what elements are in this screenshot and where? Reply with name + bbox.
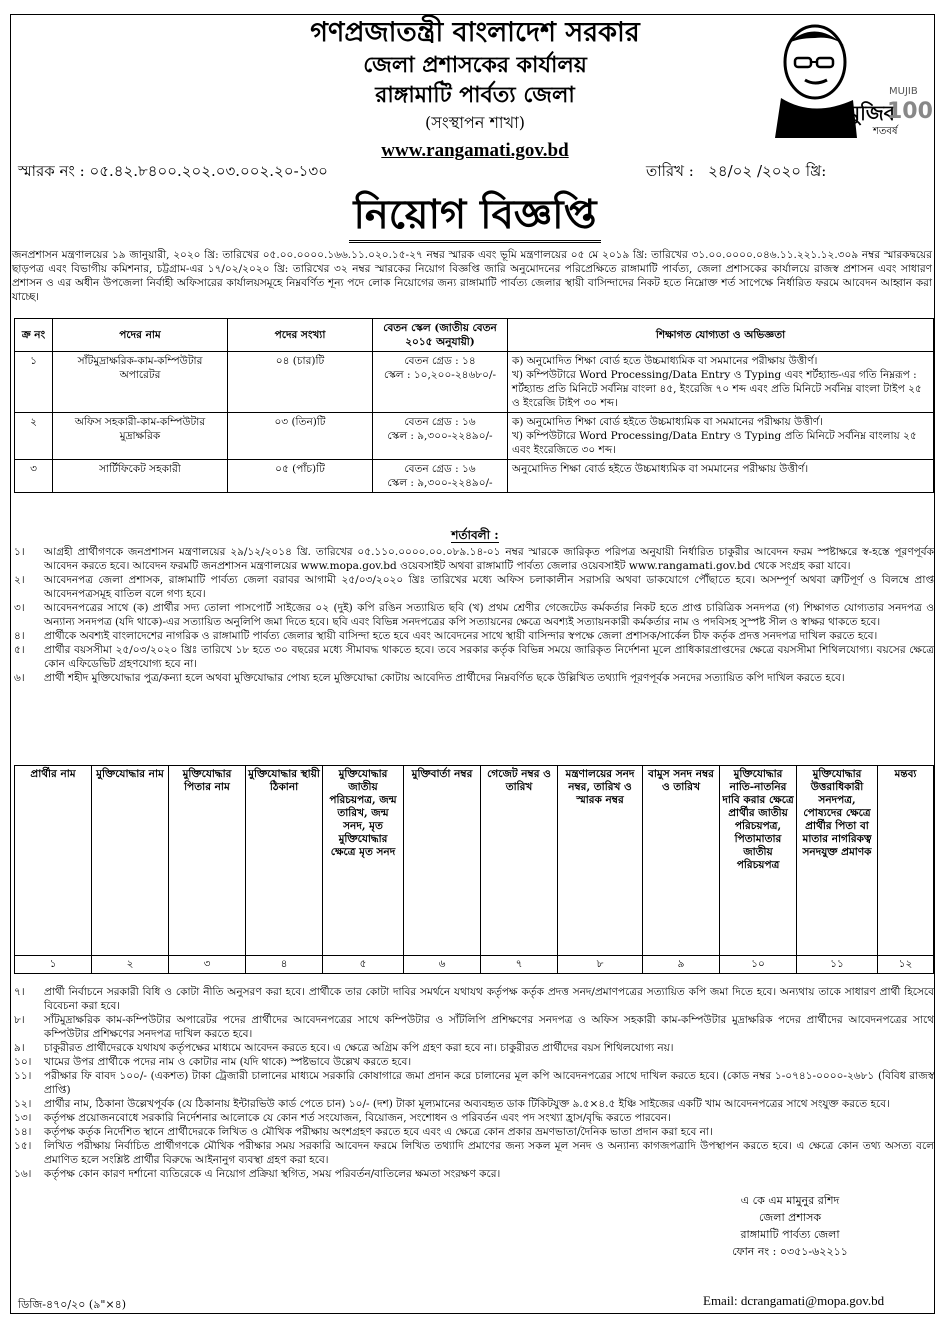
item-text: আবেদনপত্রের সাথে (ক) প্রার্থীর সদ্য তোলা পাসপোর্ট সাইজের ০২ (দুই) কপি রঙিন সত্যায়িত ছবি (খ) প্রথম শ্রেণীর গেজেটেড কর্মকর্তার নিকট হতে প্রাপ্ত চারিত্রিক সনদপত্র (গ) শিক্ষাগত যোগ্যতার সনদপত্র ও অন্যান্য সনদপত্র (যদি থাকে)-এর সত্যায়িত অনুলিপি জমা দিতে হবে। ছবি এবং বিভিন্ন সনদপত্রের কপি সত্যায়নের ক্ষেত্রে অবশ্যই সত্যায়নকারী কর্মকর্তার নাম ও পদবিসহ সুস্পষ্ট সীল ও স্বাক্ষর থাকতে হবে। [44,602,934,628]
pay-grade: বেতন গ্রেড : ১৬ [404,416,476,428]
list-item [14,671,934,685]
pay-scale: স্কেল : ৯,৩০০-২২৪৯০/- [387,477,493,489]
item-text: চাকুরীরত প্রার্থীদেরকে যথাযথ কর্তৃপক্ষের মাধ্যমে আবেদন করতে হবে। এ ক্ষেত্রে অগ্রিম কপি গ্রহণ করা হবে না। চাকুরীরত প্রার্থীদের বয়স শিথিলযোগ্য নয়। [44,1042,674,1054]
list-item [14,985,934,1013]
ff-col: মন্তব্য [878,766,934,956]
cell-post-name: অফিস সহকারী-কাম-কম্পিউটার মুদ্রাক্ষরিক [53,413,228,460]
item-number: ৪। [14,630,25,642]
logo-text-en: MUJIB [889,86,918,97]
ff-col: বামুস সনদ নম্বর ও তারিখ [643,766,720,956]
cell-pay-scale [373,413,508,460]
ff-col: মন্ত্রণালয়ের সনদ নম্বর, তারিখ ও স্মারক নম্বর [558,766,643,956]
intro-paragraph: জনপ্রশাসন মন্ত্রণালয়ের ১৯ জানুয়ারী, ২০২০ খ্রি: তারিখের ০৫.০০.০০০০.১৬৬.১১.০২০.১৫-২৭ নম্বর স্মারক এবং ভূমি মন্ত্রণালয়ের ০৫ মে ২০১৯ খ্রি: তারিখের ৩১.০০.০০০০.০৪৬.১১.২২১.১২.৩০৯ নম্বর স্মারকদ্বয়ের ছাড়পত্র এবং বিভাগীয় কমিশনার, চট্টগ্রাম-এর ১৭/০২/২০২০ খ্রি: তারিখের ৩২ নম্বর স্মারকের নিয়োগ বিজ্ঞপ্তি জারি অনুমোদনের পরিপ্রেক্ষিতে রাঙ্গামাটি পার্বত্য, জেলা প্রশাসকের কার্যালয়ে রাজস্ব প্রশাসন এবং সাধারণ প্রশাসন ও এর অধীন উপজেলা নির্বাহী অফিসারের কার্যালয়সমূহে নিম্নবর্ণিত শূন্য পদে লোক নিয়োগের জন্য রাঙ্গামাটি পার্বত্য জেলার স্থায়ী বাসিন্দাদের নিকট হতে নিম্নোক্ত শর্ত সাপেক্ষে নির্ধারিত ফরমে আবেদন আহ্বান করা যাচ্ছে। [12,249,932,303]
terms-list-b [14,985,934,1181]
terms-heading: শর্তাবলী : [451,528,499,542]
ff-col: মুক্তিযোদ্ধার নাতি-নাতনির দাবি করার ক্ষেত্রে প্রার্থীর জাতীয় পরিচয়পত্র, পিতামাতার জাতীয় পরিচয়পত্র [720,766,797,956]
item-text: কর্তৃপক্ষ কোন কারণ দর্শানো ব্যতিরেকে এ নিয়োগ প্রক্রিয়া স্থগিত, সময় পরিবর্তন/বাতিলের ক্ষমতা সংরক্ষণ করে। [44,1168,501,1180]
item-number: ৯। [14,1042,25,1054]
qualification-line: খ) কম্পিউটারে Word Processing/Data Entry ও Typing এবং শর্টহ্যান্ড-এর গতি নিম্নরূপ : [512,369,917,381]
item-text: লিখিত পরীক্ষায় নির্বাচিত প্রার্থীগণকে মৌখিক পরীক্ষার সময় সরকারি আবেদন ফরমে লিখিত তথ্যাদি প্রমাণের জন্য সকল মূল সনদ ও অন্যান্য কাগজপত্রাদি উপস্থাপন করতে হবে। এ ক্ষেত্রে কোন তথ্য অসত্য বলে প্রমাণিত হলে সংশ্লিষ্ট প্রার্থীর বিরুদ্ধে আইনানুগ ব্যবস্থা গ্রহণ করা হবে। [44,1140,934,1166]
item-number: ১৫। [14,1140,32,1152]
ff-col-number: ৯ [643,956,720,974]
ff-col-number: ৪ [246,956,323,974]
notice-title-wrap [0,190,950,243]
item-number: ৩। [14,602,25,614]
website-link[interactable]: www.rangamati.gov.bd [381,140,569,161]
ff-col: মুক্তিযোদ্ধার উত্তরাধিকারী সনদপত্র, পোষ্যদের ক্ষেত্রে প্রার্থীর পিতা বা মাতার নাগরিকত্ব সনদযুক্ত প্রমাণক [797,766,878,956]
pay-scale: স্কেল : ৯,৩০০-২২৪৯০/- [387,430,493,442]
col-qualification: শিক্ষাগত যোগ্যতা ও অভিজ্ঞতা [508,319,934,352]
item-number: ১৬। [14,1168,32,1180]
ff-col-number: ২ [92,956,169,974]
list-item [14,1055,934,1069]
col-serial: ক্র নং [15,319,53,352]
list-item [14,643,934,671]
cell-serial: ২ [15,413,53,460]
item-text: পরীক্ষার ফি বাবদ ১০০/- (একশত) টাকা ট্রেজারী চালানের মাধ্যমে সরকারি কোষাগারে জমা প্রদান করে চালানের মূল কপি আবেদনপত্রের সাথে দাখিল করতে হবে। (কোড নম্বর ১-০৭৪১-০০০০-২৬৮১ (বিবিধ রাজস্ব প্রাপ্তি) [44,1070,934,1096]
list-item [14,629,934,643]
date-value: ২৪/০২ /২০২০ খ্রি: [708,162,827,180]
qualification-line: ক) অনুমোদিত শিক্ষা বোর্ড হইতে উচ্চমাধ্যমিক বা সমমানের পরীক্ষায় উত্তীর্ণ। [512,416,823,428]
office-name: জেলা প্রশাসকের কার্যালয় [363,52,587,78]
memo-reference [18,160,328,185]
cell-pay-scale [373,352,508,413]
cell-post-count: ০৫ (পাঁচ)টি [228,460,373,493]
ff-col-number: ১২ [878,956,934,974]
list-item [14,1069,934,1097]
terms-list-a [14,545,934,685]
item-text: আগ্রহী প্রার্থীগণকে জনপ্রশাসন মন্ত্রণালয়ের ২৯/১২/২০১৪ খ্রি. তারিখের ০৫.১১০.০০০০.০০.০৮৯.১৪-০১ নম্বর স্মারকে জারিকৃত পরিপত্র অনুযায়ী নির্ধারিত চাকুরীর আবেদন ফরম স্পষ্টাক্ষরে স্ব-হস্তে পূরণপূর্বক আবেদন করতে হবে। আবেদন ফরমটি জনপ্রশাসন মন্ত্রণালয়ের www.mopa.gov.bd ওয়েবসাইট অথবা রাঙ্গামাটি পার্বত্য জেলার ওয়েবসাইট www.rangamati.gov.bd থেকে সংগ্রহ করা যাবে। [44,546,934,572]
item-number: ১০। [14,1056,32,1068]
logo-subtitle: শতবর্ষ [873,126,898,137]
item-number: ৭। [14,986,25,998]
ff-col: মুক্তিযোদ্ধার নাম [92,766,169,956]
item-text: খামের উপর প্রার্থীকে পদের নাম ও কোটার নাম (যদি থাকে) স্পষ্টভাবে উল্লেখ করতে হবে। [44,1056,412,1068]
cell-qualification [508,460,934,493]
government-name: গণপ্রজাতন্ত্রী বাংলাদেশ সরকার [310,17,640,48]
col-post-name: পদের নাম [53,319,228,352]
pay-scale: স্কেল : ১০,২০০-২৪৬৮০/- [383,369,497,381]
memo-number: ০৫.৪২.৮৪০০.২০২.০৩.০০২.২০-১৩০ [89,162,328,180]
ff-col-number: ১১ [797,956,878,974]
posts-table [14,318,934,493]
cell-post-count: ০৩ (তিন)টি [228,413,373,460]
table-row [15,352,934,413]
list-item [14,1013,934,1041]
date-label: তারিখ : [646,162,694,180]
item-number: ১৩। [14,1112,32,1124]
cell-qualification [508,413,934,460]
table-row [15,460,934,493]
cell-post-name: সাঁটমুদ্রাক্ষরিক-কাম-কম্পিউটার অপারেটর [53,352,228,413]
ff-number-row [15,956,934,974]
logo-year: 100 [887,99,933,124]
terms-heading-wrap [0,527,950,547]
signatory-designation: জেলা প্রশাসক [758,1211,822,1224]
item-text: প্রার্থীর নাম, ঠিকানা উল্লেখপূর্বক (যে ঠিকানায় ইন্টারভিউ কার্ড পেতে চান) ১০/- (দশ) টাকা মূল্যমানের অব্যবহৃত ডাক টিকিটযুক্ত ৯.৫×৪.৫ ইঞ্চি সাইজের একটি খাম আবেদনপত্রের সাথে সংযুক্ত করতে হবে। [44,1098,890,1110]
signatory-phone: ফোন নং : ০৩৫১-৬২২১১ [732,1245,848,1258]
ff-col: মুক্তিযোদ্ধার জাতীয় পরিচয়পত্র, জন্ম তারিখ, জন্ম সনদ, মৃত মুক্তিযোদ্ধার ক্ষেত্রে মৃত সনদ [323,766,404,956]
list-item [14,1167,934,1181]
memo-label: স্মারক নং : [18,162,85,180]
cell-qualification [508,352,934,413]
item-number: ১২। [14,1098,32,1110]
logo-text-bn: মুজিব [849,101,895,125]
branch-name: (সংস্থাপন শাখা) [425,113,525,132]
list-item [14,1125,934,1139]
list-item [14,545,934,573]
qualification-line: অনুমোদিত শিক্ষা বোর্ড হইতে উচ্চমাধ্যমিক বা সমমানের পরীক্ষায় উত্তীর্ণ। [512,463,809,475]
list-item [14,573,934,601]
item-number: ১৪। [14,1126,32,1138]
item-number: ৫। [14,644,25,656]
ff-col-number: ৮ [558,956,643,974]
notice-title: নিয়োগ বিজ্ঞপ্তি [349,190,600,243]
qualification-line: খ) কম্পিউটারে Word Processing/Data Entry ও Typing প্রতি মিনিটে সর্বনিম্ন বাংলায় ২৫ এবং ইংরেজিতে ৩০ শব্দ। [512,430,917,456]
qualification-line: ক) অনুমোদিত শিক্ষা বোর্ড হতে উচ্চমাধ্যমিক বা সমমানের পরীক্ষায় উত্তীর্ণ। [512,355,818,367]
qualification-line: শর্টহ্যান্ড প্রতি মিনিটে সর্বনিম্ন বাংলা ৪৫, ইংরেজি ৭০ শব্দ এবং প্রতি মিনিটে সর্বনিম্ন বাংলা টাইপ ২৫ ও ইংরেজি টাইপ ৩০ শব্দ। [512,383,922,409]
memo-date [646,160,826,185]
mujib-100-logo [753,22,933,138]
posts-header-row [15,319,934,352]
ff-col: প্রার্থীর নাম [15,766,92,956]
district-name: রাঙ্গামাটি পার্বত্য জেলা [375,82,575,108]
ff-col: গেজেট নম্বর ও তারিখ [481,766,558,956]
list-item [14,601,934,629]
cell-pay-scale [373,460,508,493]
item-text: প্রার্থী শহীদ মুক্তিযোদ্ধার পুত্র/কন্যা হলে অথবা মুক্তিযোদ্ধার পোষ্য হলে মুক্তিযোদ্ধা কোটায় আবেদিত প্রার্থীদের নিম্নবর্ণিত ছকে উল্লিখিত তথ্যাদি পূরণপূর্বক সনদের সত্যায়িত কপি দাখিল করতে হবে। [44,672,845,684]
ff-col-number: ১ [15,956,92,974]
ff-col-number: ৬ [404,956,481,974]
item-number: ৬। [14,672,25,684]
dg-code: ডিজি-৪৭০/২০ (৯"×৪) [18,1298,127,1311]
list-item [14,1041,934,1055]
ff-col-number: ৭ [481,956,558,974]
signatory-name: এ কে এম মামুনুর রশিদ [740,1194,840,1207]
ff-col: মুক্তিযোদ্ধার স্থায়ী ঠিকানা [246,766,323,956]
list-item [14,1097,934,1111]
ff-header-row [15,766,934,956]
signature-block [660,1192,920,1260]
contact-email[interactable]: Email: dcrangamati@mopa.gov.bd [703,1293,885,1308]
item-text: প্রার্থী নির্বাচনে সরকারী বিধি ও কোটা নীতি অনুসরণ করা হবে। প্রার্থীকে তার কোটা দাবির সমর্থনে যথাযথ কর্তৃপক্ষ কর্তৃক প্রদত্ত সনদ/প্রমাণপত্রের সত্যায়িত কপি জমা দিতে হবে। অন্যথায় তাকে সাধারণ প্রার্থী হিসেবে বিবেচনা করা হবে। [44,986,934,1012]
item-text: প্রার্থীর বয়সসীমা ২৫/০৩/২০২০ খ্রিঃ তারিখে ১৮ হতে ৩০ বছরের মধ্যে সীমাবদ্ধ থাকতে হবে। তবে সরকার কর্তৃক বিভিন্ন সময়ে জারিকৃত নির্দেশনা মূলে প্রাধিকারপ্রাপ্তদের ক্ষেত্রে বয়সসীমা শিথিলযোগ্য। বয়সের ক্ষেত্রে কোন এফিডেভিট গ্রহণযোগ্য হবে না। [44,644,934,670]
item-text: কর্তৃপক্ষ কর্তৃক নির্দেশিত স্থানে প্রার্থীদেরকে লিখিত ও মৌখিক পরীক্ষায় অংশগ্রহণ করতে হবে এবং এ ক্ষেত্রে কোন প্রকার ভ্রমণভাতা/দৈনিক ভাতা প্রদান করা হবে না। [44,1126,713,1138]
pay-grade: বেতন গ্রেড : ১৪ [404,355,476,367]
ff-col: মুক্তিবার্তা নম্বর [404,766,481,956]
pay-grade: বেতন গ্রেড : ১৬ [404,463,476,475]
cell-post-name: সার্টিফিকেট সহকারী [53,460,228,493]
ff-col-number: ৩ [169,956,246,974]
signatory-district: রাঙ্গামাটি পার্বত্য জেলা [740,1228,840,1241]
item-text: প্রার্থীকে অবশ্যই বাংলাদেশের নাগরিক ও রাঙ্গামাটি পার্বত্য জেলার স্থায়ী বাসিন্দা হতে হবে এবং আবেদনের সাথে স্থায়ী বাসিন্দার স্বপক্ষে জেলা প্রশাসক/সার্কেল চীফ কর্তৃক প্রদত্ত সনদপত্র দাখিল করতে হবে। [44,630,878,642]
item-number: ১১। [14,1070,32,1082]
cell-post-count: ০৪ (চার)টি [228,352,373,413]
item-number: ৮। [14,1014,25,1026]
item-number: ১। [14,546,25,558]
ff-col-number: ১০ [720,956,797,974]
col-post-count: পদের সংখ্যা [228,319,373,352]
item-number: ২। [14,574,25,586]
freedom-fighter-table [14,765,934,974]
item-text: কর্তৃপক্ষ প্রয়োজনবোধে সরকারি নির্দেশনার আলোকে যে কোন শর্ত সংযোজন, বিয়োজন, সংশোধন ও পরিবর্তন এবং পদ সংখ্যা হ্রাস/বৃদ্ধি করতে পারবেন। [44,1112,671,1124]
cell-serial: ১ [15,352,53,413]
list-item [14,1139,934,1167]
item-text: আবেদনপত্র জেলা প্রশাসক, রাঙ্গামাটি পার্বত্য জেলা বরাবর আগামী ২৫/০৩/২০২০ খ্রিঃ তারিখের মধ্যে অফিস চলাকালীন সরাসরি অথবা ডাকযোগে পৌঁছাতে হবে। অসম্পূর্ণ অথবা ত্রুটিপূর্ণ ও বিলম্বে প্রাপ্ত আবেদনপত্রসমূহ বাতিল বলে গণ্য হবে। [44,574,934,600]
ff-col-number: ৫ [323,956,404,974]
col-pay-scale: বেতন স্কেল (জাতীয় বেতন ২০১৫ অনুযায়ী) [373,319,508,352]
list-item [14,1111,934,1125]
cell-serial: ৩ [15,460,53,493]
item-text: সাঁটমুদ্রাক্ষরিক কাম-কম্পিউটার অপারেটর পদের প্রার্থীদের আবেদনপত্রের সাথে কম্পিউটার ও সাঁটলিপি প্রশিক্ষণের সনদপত্র ও অফিস সহকারী কাম-কম্পিউটার মুদ্রাক্ষরিক পদের প্রার্থীদের আবেদনপত্রের সাথে কম্পিউটার প্রশিক্ষণের সনদপত্র দাখিল করতে হবে। [44,1014,934,1040]
ff-col: মুক্তিযোদ্ধার পিতার নাম [169,766,246,956]
table-row [15,413,934,460]
